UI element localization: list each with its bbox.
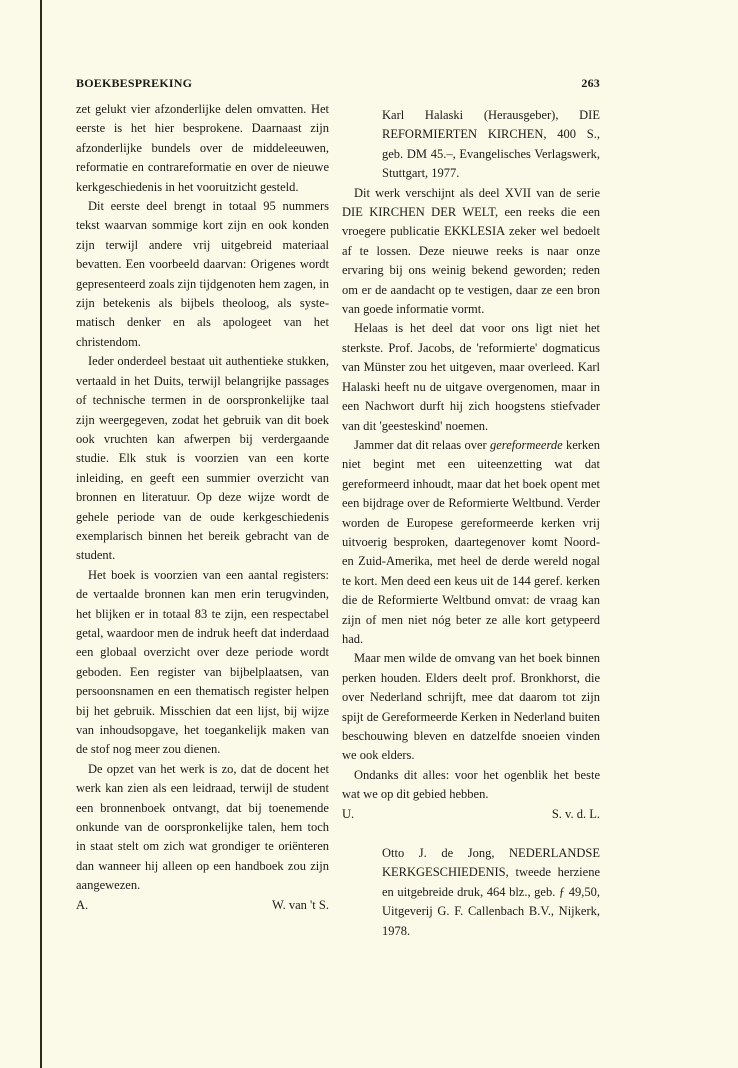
paragraph: Ondanks dit alles: voor het ogenblik het beste wat we op dit gebied hebben. <box>342 767 600 802</box>
paragraph-text: kerken niet begint met een uiteenzetting wat dat gereformeerd inhoudt, maar dat het boek opent met een bijdrage over de Reformierte Weltbund. Verder worden de Europese gereformeerde kerken vrij uitvoerig besproken, daartegenover komt Noord- en Zuid-Amerika, met heel de derde wereld nogal te kort. Men deed een keus uit de 144 geref. kerken die de Reformierte Weltbund omvat: de vraag kan zijn of men niet nóg beter ze alle kort getypeerd had. <box>342 437 600 646</box>
page-number: 263 <box>581 76 600 90</box>
paragraph: Dit eerste deel brengt in totaal 95 nummers tekst waarvan sommige kort zijn en ook konden zijn terwijl andere vrij uitgebreid materiaal bevatten. Een voorbeeld daarvan: Origenes wordt gepresenteerd zoals zijn tijdgenoten hem zagen, in zijn betekenis als bijbels theoloog, als systematisch denker en als apologeet van het christendom. <box>76 199 329 349</box>
running-header <box>76 76 600 92</box>
review-signature <box>342 805 600 824</box>
paragraph: Ieder onderdeel bestaat uit authentieke stukken, vertaald in het Duits, terwijl belangrijke passages of technische termen in de oorspronkelijke taal zijn weergegeven, zodat het gebruik van dit boek ook vruchten kan afwerpen bij verdergaande studie. Elk stuk is voorzien van een korte inleiding, en geeft een summier overzicht van bronnen en literatuur. Op deze wijze wordt de gehele periode van de oude kerkgeschiedenis exemplarisch binnen het bereik gebracht van de student. <box>76 354 329 563</box>
signature-author: W. van 't S. <box>271 897 329 912</box>
page-binding-edge <box>40 0 42 1068</box>
signature-initial: U. <box>342 806 355 821</box>
signature-initial: A. <box>76 897 89 912</box>
left-column <box>76 100 329 915</box>
emphasized-term: gereformeerde <box>490 437 563 452</box>
book-citation: Otto J. de Jong, NEDERLANDSE KERKGESCHIEDENIS, tweede herziene en uitgebreide druk, 464 blz., geb. ƒ 49,50, Uitgeverij G. F. Callenbach B.V., Nijkerk, 1978. <box>382 846 600 938</box>
signature-author: S. v. d. L. <box>551 806 600 821</box>
paragraph: De opzet van het werk is zo, dat de docent het werk kan zien als een leidraad, terwijl de student een bronnenboek ontvangt, dat bij toenemende onkunde van de oorspronkelijke talen, hem toch in staat stelt om zich wat grondiger te oriënteren dan wanneer hij alleen op een handboek zou zijn aangewezen. <box>76 761 329 893</box>
paragraph: Maar men wilde de omvang van het boek binnen perken houden. Elders deelt prof. Bronkhorst, die over Nederland schrijft, mee dat daarom tot zijn spijt de Gereformeerde Kerken in Nederland buiten beschouwing bleven en datzelfde snoeien vinden we ook elders. <box>342 651 600 763</box>
book-citation: Karl Halaski (Herausgeber), DIE REFORMIERTEN KIRCHEN, 400 S., geb. DM 45.–, Evangelisches Verlagswerk, Stuttgart, 1977. <box>382 108 600 181</box>
paragraph <box>342 436 600 649</box>
paragraph: Het boek is voorzien van een aantal registers: de vertaalde bronnen kan men erin terugvinden, het blijken er in totaal 83 te zijn, een respectabel getal, waardoor men de indruk heeft dat inderdaad een globaal overzicht over deze periode wordt geboden. Een register van bijbelplaatsen, van persoonsnamen en een thematisch register helpen bij het gebruik. Misschien dat een lijst, bij wijze van inhoudsopgave, het toegankelijk maken van de stof nog meer zou dienen. <box>76 567 329 757</box>
right-column <box>342 100 600 941</box>
header-title: BOEKBESPREKING <box>76 76 193 90</box>
paragraph: zet gelukt vier afzonderlijke delen omvatten. Het eerste is het hier besprokene. Daarnaast zijn afzonderlijke bundels over de middeleeuwen, reformatie en contrareformatie en over de nieuwe kerkgeschiedenis in het vooruitzicht gesteld. <box>76 102 329 194</box>
paragraph: Helaas is het deel dat voor ons ligt niet het sterkste. Prof. Jacobs, de 'reformierte' dogmaticus van Münster zou het uitgeven, maar overleed. Karl Halaski heeft nu de uitgave overgenomen, maar in een Nachwort durft hij zich hoogstens stiefvader van dit 'geesteskind' noemen. <box>342 321 600 433</box>
paragraph-text: Jammer dat dit relaas over <box>354 437 490 452</box>
paragraph: Dit werk verschijnt als deel XVII van de serie DIE KIRCHEN DER WELT, een reeks die een vroegere publicatie EKKLESIA zeker wel bedoelt af te lossen. Deze nieuwe reeks is naar onze ervaring bij ons weinig bekend geworden; reden om er de aandacht op te vestigen, daar ze een bron van goede informatie vormt. <box>342 185 600 317</box>
review-signature <box>76 896 329 915</box>
